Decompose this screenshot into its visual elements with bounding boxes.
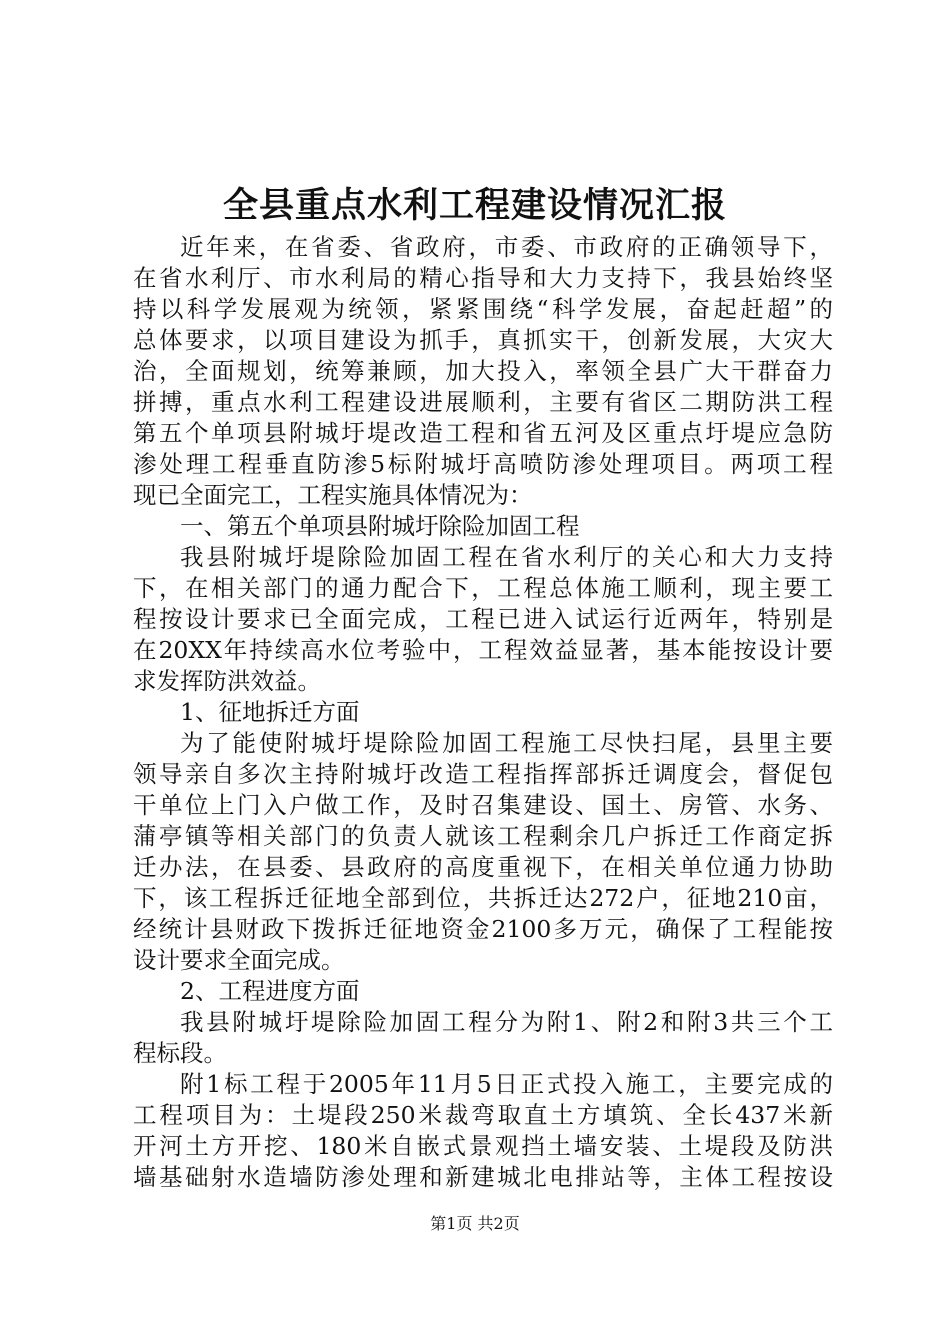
body-line: 下，该工程拆迁征地全部到位，共拆迁达272户，征地210亩， (133, 884, 833, 912)
body-line: 附1标工程于2005年11月5日正式投入施工，主要完成的 (180, 1070, 833, 1098)
body-line: 2、工程进度方面 (180, 977, 360, 1005)
body-line: 拼搏，重点水利工程建设进展顺利，主要有省区二期防洪工程 (133, 388, 833, 416)
body-line: 下，在相关部门的通力配合下，工程总体施工顺利，现主要工 (133, 574, 833, 602)
body-line: 经统计县财政下拨拆迁征地资金2100多万元，确保了工程能按 (133, 915, 833, 943)
body-line: 程按设计要求已全面完成，工程已进入试运行近两年，特别是 (133, 605, 833, 633)
body-line: 干单位上门入户做工作，及时召集建设、国土、房管、水务、 (133, 791, 833, 819)
body-line: 渗处理工程垂直防渗5标附城圩高喷防渗处理项目。两项工程 (133, 450, 833, 478)
body-line: 工程项目为：土堤段250米裁弯取直土方填筑、全长437米新 (133, 1101, 833, 1129)
body-line: 治，全面规划，统筹兼顾，加大投入，率领全县广大干群奋力 (133, 357, 833, 385)
body-line: 1、征地拆迁方面 (180, 698, 360, 726)
body-line: 一、第五个单项县附城圩除险加固工程 (180, 512, 580, 540)
body-line: 持以科学发展观为统领，紧紧围绕“科学发展，奋起赶超”的 (133, 295, 833, 323)
body-line: 设计要求全面完成。 (133, 946, 345, 974)
body-line: 总体要求，以项目建设为抓手，真抓实干，创新发展，大灾大 (133, 326, 833, 354)
body-line: 开河土方开挖、180米自嵌式景观挡土墙安装、土堤段及防洪 (133, 1132, 833, 1160)
body-line: 领导亲自多次主持附城圩改造工程指挥部拆迁调度会，督促包 (133, 760, 833, 788)
body-line: 我县附城圩堤除险加固工程在省水利厅的关心和大力支持 (180, 543, 833, 571)
page-footer: 第1页 共2页 (430, 1214, 520, 1233)
body-line: 为了能使附城圩堤除险加固工程施工尽快扫尾，县里主要 (180, 729, 833, 757)
body-line: 求发挥防洪效益。 (133, 667, 321, 695)
body-line: 蒲亭镇等相关部门的负责人就该工程剩余几户拆迁工作商定拆 (133, 822, 833, 850)
body-line: 迁办法，在县委、县政府的高度重视下，在相关单位通力协助 (133, 853, 833, 881)
body-line: 墙基础射水造墙防渗处理和新建城北电排站等，主体工程按设 (133, 1163, 833, 1191)
body-line: 近年来，在省委、省政府，市委、市政府的正确领导下， (180, 233, 833, 261)
body-line: 现已全面完工，工程实施具体情况为： (133, 481, 533, 509)
body-line: 在20XX年持续高水位考验中，工程效益显著，基本能按设计要 (133, 636, 833, 664)
body-line: 在省水利厅、市水利局的精心指导和大力支持下，我县始终坚 (133, 264, 833, 292)
document-body (133, 232, 833, 1193)
document-title: 全县重点水利工程建设情况汇报 (222, 185, 727, 226)
body-line: 程标段。 (133, 1039, 227, 1067)
body-line: 第五个单项县附城圩堤改造工程和省五河及区重点圩堤应急防 (133, 419, 833, 447)
body-line: 我县附城圩堤除险加固工程分为附1、附2和附3共三个工 (180, 1008, 833, 1036)
